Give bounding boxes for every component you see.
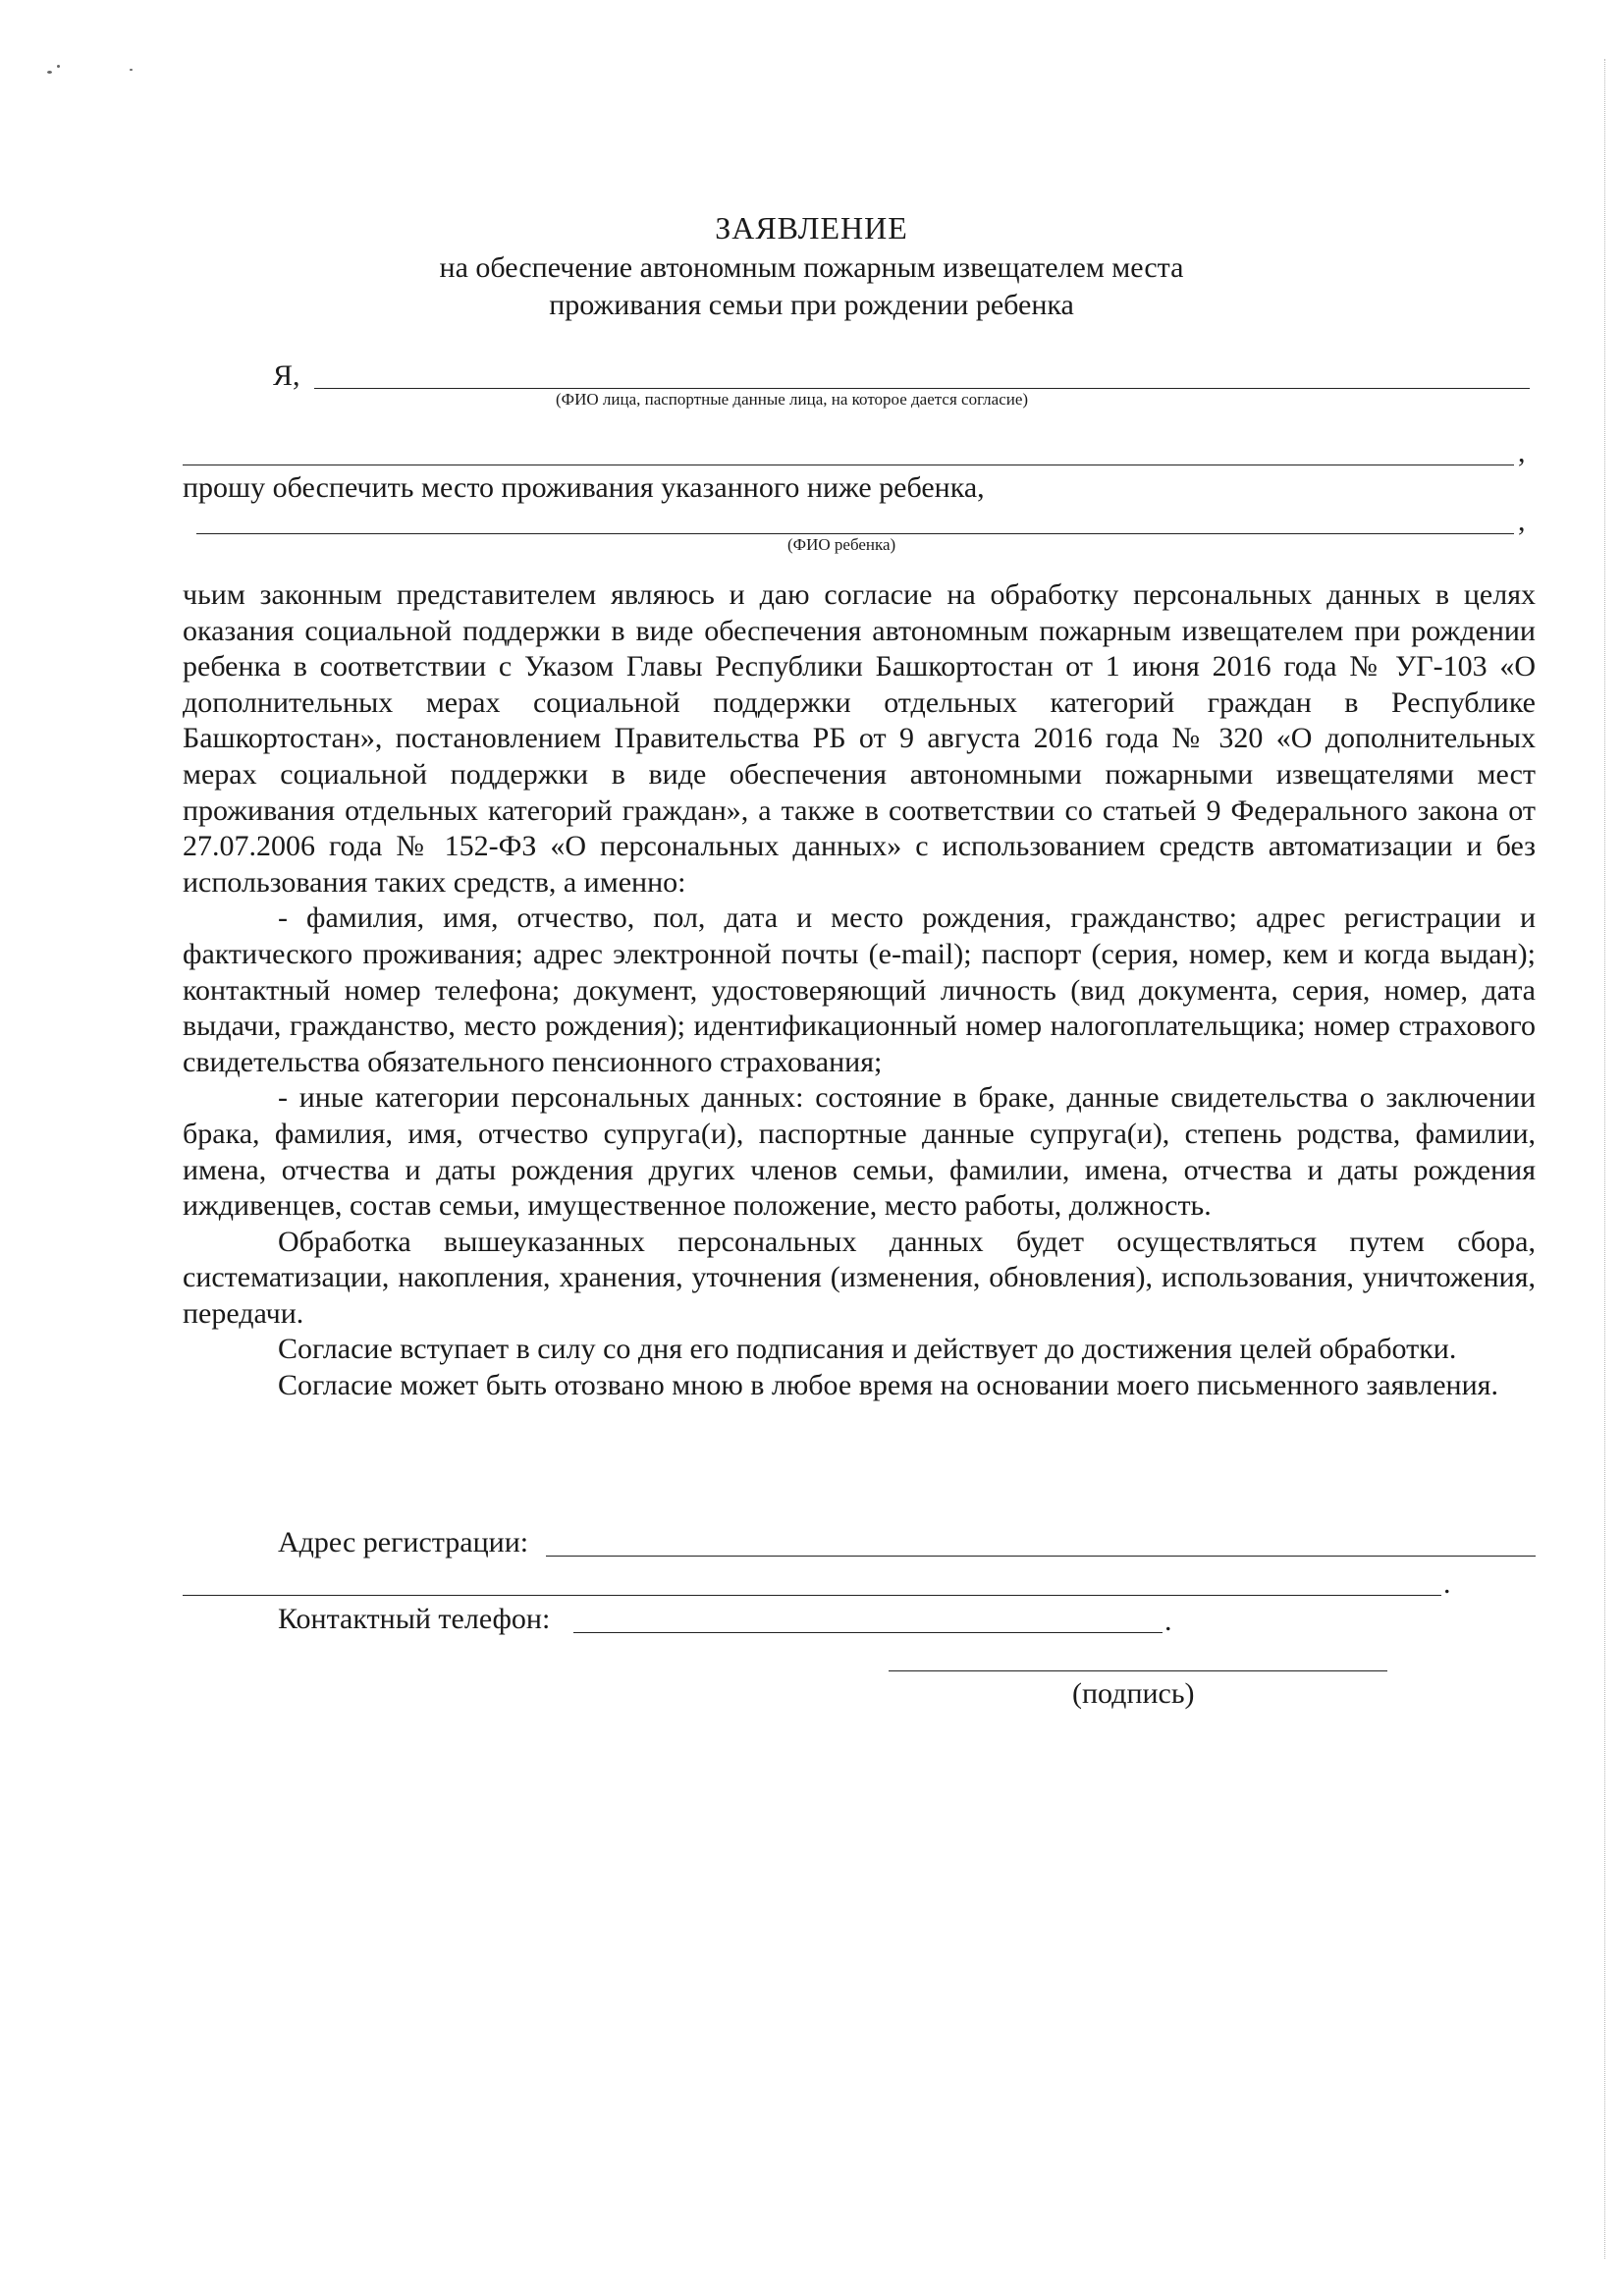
consent-body [183, 577, 1536, 1404]
document-subtitle-line-2: проживания семьи при рождении ребенка [549, 289, 1074, 321]
document-subtitle-line-1: на обеспечение автономным пожарным извещателем места [439, 251, 1184, 284]
address-line-2[interactable] [183, 1595, 1441, 1596]
signature-line[interactable] [889, 1670, 1387, 1671]
scan-speck [130, 69, 133, 71]
period: . [1443, 1567, 1451, 1600]
document-title: ЗАЯВЛЕНИЕ [715, 210, 908, 246]
request-line: прошу обеспечить место проживания указанного ниже ребенка, [183, 471, 985, 504]
period: . [1164, 1605, 1172, 1637]
child-caption: (ФИО ребенка) [787, 535, 896, 554]
address-label: Адрес регистрации: [278, 1526, 529, 1558]
personal-data-list-2: - иные категории персональных данных: состояние в браке, данные свидетельства о заключении брака, фамилия, имя, отчество супруга(и), паспортные данные супруга(и), степень родства, фамилии, имена, отчества и даты рождения других членов семьи, фамилии, имена, отчества и даты рождения иждивенцев, состав семьи, имущественное положение, место работы, должность. [183, 1081, 1536, 1223]
address-line[interactable] [546, 1556, 1536, 1557]
revocation-paragraph: Согласие может быть отозвано мною в любое время на основании моего письменного заявления. [278, 1369, 1498, 1402]
scan-speck [57, 65, 60, 68]
validity-paragraph: Согласие вступает в силу со дня его подписания и действует до достижения целей обработки. [278, 1333, 1457, 1366]
phone-line[interactable] [573, 1632, 1163, 1633]
field-ya-label: Я, [273, 359, 300, 392]
processing-paragraph: Обработка вышеуказанных персональных данных будет осуществляться путем сбора, систематизации, накопления, хранения, уточнения (изменения, обновления), использования, уничтожения, передачи. [183, 1225, 1536, 1330]
personal-data-list-1: - фамилия, имя, отчество, пол, дата и место рождения, гражданство; адрес регистрации и фактического проживания; адрес электронной почты (e-mail); паспорт (серия, номер, кем и когда выдан); контактный номер телефона; документ, удостоверяющий личность (вид документа, серия, номер, дата выдачи, гражданство, место рождения); идентификационный номер налогоплательщика; номер страхового свидетельства обязательного пенсионного страхования; [183, 902, 1536, 1078]
phone-label: Контактный телефон: [278, 1603, 551, 1635]
comma: , [1518, 505, 1526, 537]
scan-speck [47, 71, 52, 74]
signature-caption: (подпись) [1072, 1677, 1195, 1710]
comma: , [1518, 436, 1526, 468]
child-name-line[interactable] [196, 533, 1514, 534]
applicant-caption: (ФИО лица, паспортные данные лица, на которое дается согласие) [556, 390, 1029, 409]
scan-edge [1604, 59, 1605, 2259]
applicant-name-line[interactable] [314, 388, 1530, 389]
consent-paragraph: чьим законным представителем являюсь и даю согласие на обработку персональных данных в целях оказания социальной поддержки в виде обеспечения автономным пожарным извещателем при рождении ребенка в соответствии с Указом Главы Республики Башкортостан от 1 июня 2016 года № УГ-103 «О дополнительных мерах социальной поддержки отдельных категорий граждан в Республике Башкортостан», постановлением Правительства РБ от 9 августа 2016 года № 320 «О дополнительных мерах социальной поддержки в виде обеспечения автономными пожарными извещателями мест проживания отдельных категорий граждан», а также в соответствии со статьей 9 Федерального закона от 27.07.2006 года № 152-ФЗ «О персональных данных» с использованием средств автоматизации и без использования таких средств, а именно: [183, 578, 1536, 899]
